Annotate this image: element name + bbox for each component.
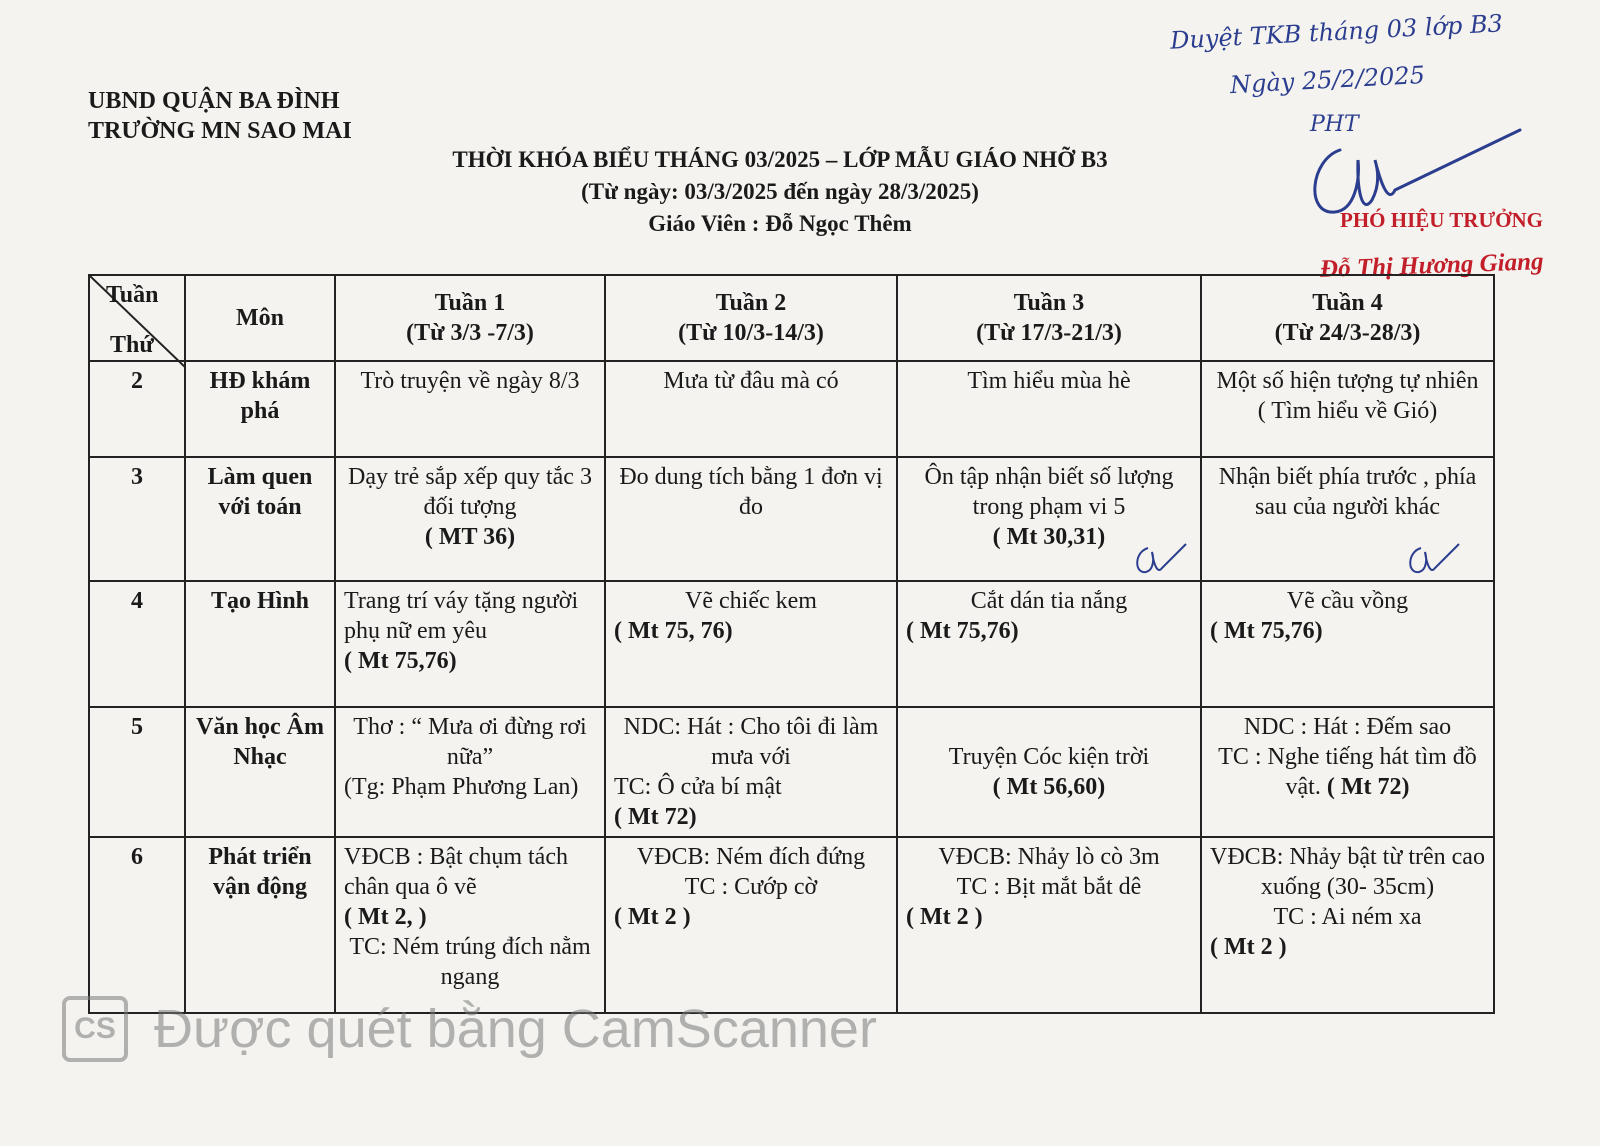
activity-text: NDC: Hát : Cho tôi đi làm mưa với: [623, 714, 879, 770]
objective-code: ( Mt 2 ): [614, 904, 691, 930]
signer-role: PHÓ HIỆU TRƯỞNG: [1340, 208, 1544, 232]
activity-cell: [335, 581, 605, 707]
day-cell: 6: [89, 837, 185, 1013]
activity-text: Dạy trẻ sắp xếp quy tắc 3 đối tượng: [348, 464, 592, 520]
week-header-2: [605, 275, 897, 361]
camscanner-logo-icon: CS: [62, 996, 128, 1062]
approval-line-1: Duyệt TKB tháng 03 lớp B3: [1169, 9, 1504, 55]
activity-game: [1210, 742, 1485, 802]
objective-code: ( Mt 2 ): [906, 904, 983, 930]
activity-cell: [335, 707, 605, 837]
activity-cell: [897, 581, 1201, 707]
objective-code: ( Mt 75,76): [906, 618, 1019, 644]
table-row: [89, 457, 1494, 581]
initials-signature-icon: [1130, 542, 1190, 578]
objective-code: ( Mt 75, 76): [614, 618, 733, 644]
week-header-3: [897, 275, 1201, 361]
week-range: (Từ 3/3 -7/3): [406, 320, 534, 346]
document-title: THỜI KHÓA BIỂU THÁNG 03/2025 – LỚP MẪU GIÁO NHỠ B3: [452, 147, 1108, 172]
activity-cell: [335, 457, 605, 581]
table-row: [89, 837, 1494, 1013]
title-block: [380, 144, 1180, 240]
corner-day-label: Thứ: [110, 332, 154, 358]
activity-text: Đo dung tích bằng 1 đơn vị đo: [619, 464, 883, 520]
activity-game: TC : Bịt mắt bắt dê: [956, 874, 1142, 900]
subject-header: Môn: [185, 275, 335, 361]
objective-code: ( Mt 56,60): [992, 774, 1106, 800]
activity-game: TC : Cướp cờ: [684, 874, 818, 900]
org-line-1: UBND QUẬN BA ĐÌNH: [88, 88, 340, 114]
activity-cell: Mưa từ đâu mà có: [605, 361, 897, 457]
activity-text: Truyện Cóc kiện trời: [948, 744, 1150, 770]
week-range: (Từ 24/3-28/3): [1274, 320, 1421, 346]
subject-cell: Tạo Hình: [185, 581, 335, 707]
objective-code: ( Mt 2 ): [1210, 934, 1287, 960]
table-row: [89, 581, 1494, 707]
activity-cell: [897, 707, 1201, 837]
activity-game: TC : Ai ném xa: [1273, 904, 1422, 930]
activity-cell: Một số hiện tượng tự nhiên ( Tìm hiểu về Gió): [1201, 361, 1494, 457]
day-cell: 2: [89, 361, 185, 457]
subject-cell: Phát triển vận động: [185, 837, 335, 1013]
week-name: Tuần 2: [715, 290, 787, 316]
activity-text: Cắt dán tia nắng: [970, 588, 1128, 614]
header-row: [89, 275, 1494, 361]
week-header-1: [335, 275, 605, 361]
week-name: Tuần 4: [1312, 290, 1383, 316]
approval-line-2: Ngày 25/2/2025: [1229, 60, 1426, 100]
activity-cell: [605, 581, 897, 707]
table-row: [89, 707, 1494, 837]
activity-text: VĐCB: Nhảy lò cò 3m: [938, 844, 1160, 870]
activity-text: VĐCB : Bật chụm tách chân qua ô vẽ: [344, 844, 568, 900]
subject-cell: HĐ khám phá: [185, 361, 335, 457]
activity-cell: Trò truyện về ngày 8/3: [335, 361, 605, 457]
activity-author: (Tg: Phạm Phương Lan): [344, 774, 579, 800]
corner-cell: [89, 275, 185, 361]
teacher-name: Giáo Viên : Đỗ Ngọc Thêm: [648, 211, 912, 236]
objective-code: ( Mt 72): [614, 804, 697, 830]
activity-text: Trang trí váy tặng người phụ nữ em yêu: [344, 588, 579, 644]
subject-cell: Làm quen với toán: [185, 457, 335, 581]
org-line-2: TRƯỜNG MN SAO MAI: [88, 118, 352, 144]
day-cell: 5: [89, 707, 185, 837]
objective-code: ( Mt 75,76): [344, 648, 457, 674]
date-range: (Từ ngày: 03/3/2025 đến ngày 28/3/2025): [581, 179, 979, 204]
activity-cell: [897, 457, 1201, 581]
signer-name: Đỗ Thị Hương Giang: [1319, 248, 1544, 283]
activity-text: VĐCB: Ném đích đứng: [636, 844, 866, 870]
activity-cell: [1201, 581, 1494, 707]
activity-cell: Tìm hiểu mùa hè: [897, 361, 1201, 457]
organization-block: [88, 86, 352, 146]
activity-cell: [1201, 837, 1494, 1013]
objective-code: ( Mt 30,31): [992, 524, 1106, 550]
objective-code: ( Mt 2, ): [344, 904, 427, 930]
week-range: (Từ 17/3-21/3): [976, 320, 1122, 346]
activity-text: NDC : Hát : Đếm sao: [1243, 714, 1452, 740]
activity-cell: [605, 707, 897, 837]
schedule-table: [88, 274, 1495, 1014]
objective-code: ( Mt 75,76): [1210, 618, 1323, 644]
activity-game-text: TC : Nghe tiếng hát tìm đồ vật.: [1218, 744, 1477, 800]
activity-text: Nhận biết phía trước , phía sau của người khác: [1218, 464, 1477, 520]
activity-text: Ôn tập nhận biết số lượng trong phạm vi 5: [924, 464, 1174, 520]
activity-cell: [335, 837, 605, 1013]
activity-text: Thơ : “ Mưa ơi đừng rơi nữa”: [353, 714, 587, 770]
activity-cell: [1201, 457, 1494, 581]
activity-cell: [897, 837, 1201, 1013]
activity-text: Vẽ chiếc kem: [685, 588, 817, 614]
objective-code: ( Mt 72): [1326, 774, 1410, 800]
week-name: Tuần 1: [434, 290, 506, 316]
activity-game: TC: Ô cửa bí mật: [614, 774, 782, 800]
week-name: Tuần 3: [1013, 290, 1085, 316]
table-row: [89, 361, 1494, 457]
initials-signature-icon: [1403, 542, 1463, 578]
week-range: (Từ 10/3-14/3): [678, 320, 824, 346]
corner-week-label: Tuần: [106, 282, 159, 308]
activity-text: Vẽ cầu vồng: [1286, 588, 1409, 614]
subject-cell: Văn học Âm Nhạc: [185, 707, 335, 837]
watermark-text: Được quét bằng CamScanner: [154, 999, 877, 1059]
activity-cell: [1201, 707, 1494, 837]
activity-cell: [605, 837, 897, 1013]
week-header-4: [1201, 275, 1494, 361]
approval-line-3: PHT: [1310, 112, 1359, 137]
activity-cell: [605, 457, 897, 581]
activity-game: TC: Ném trúng đích nằm ngang: [349, 934, 591, 990]
scanner-watermark: [62, 996, 877, 1062]
day-cell: 3: [89, 457, 185, 581]
day-cell: 4: [89, 581, 185, 707]
objective-code: ( MT 36): [424, 524, 516, 550]
activity-text: VĐCB: Nhảy bật từ trên cao xuống (30- 35cm): [1210, 844, 1485, 900]
